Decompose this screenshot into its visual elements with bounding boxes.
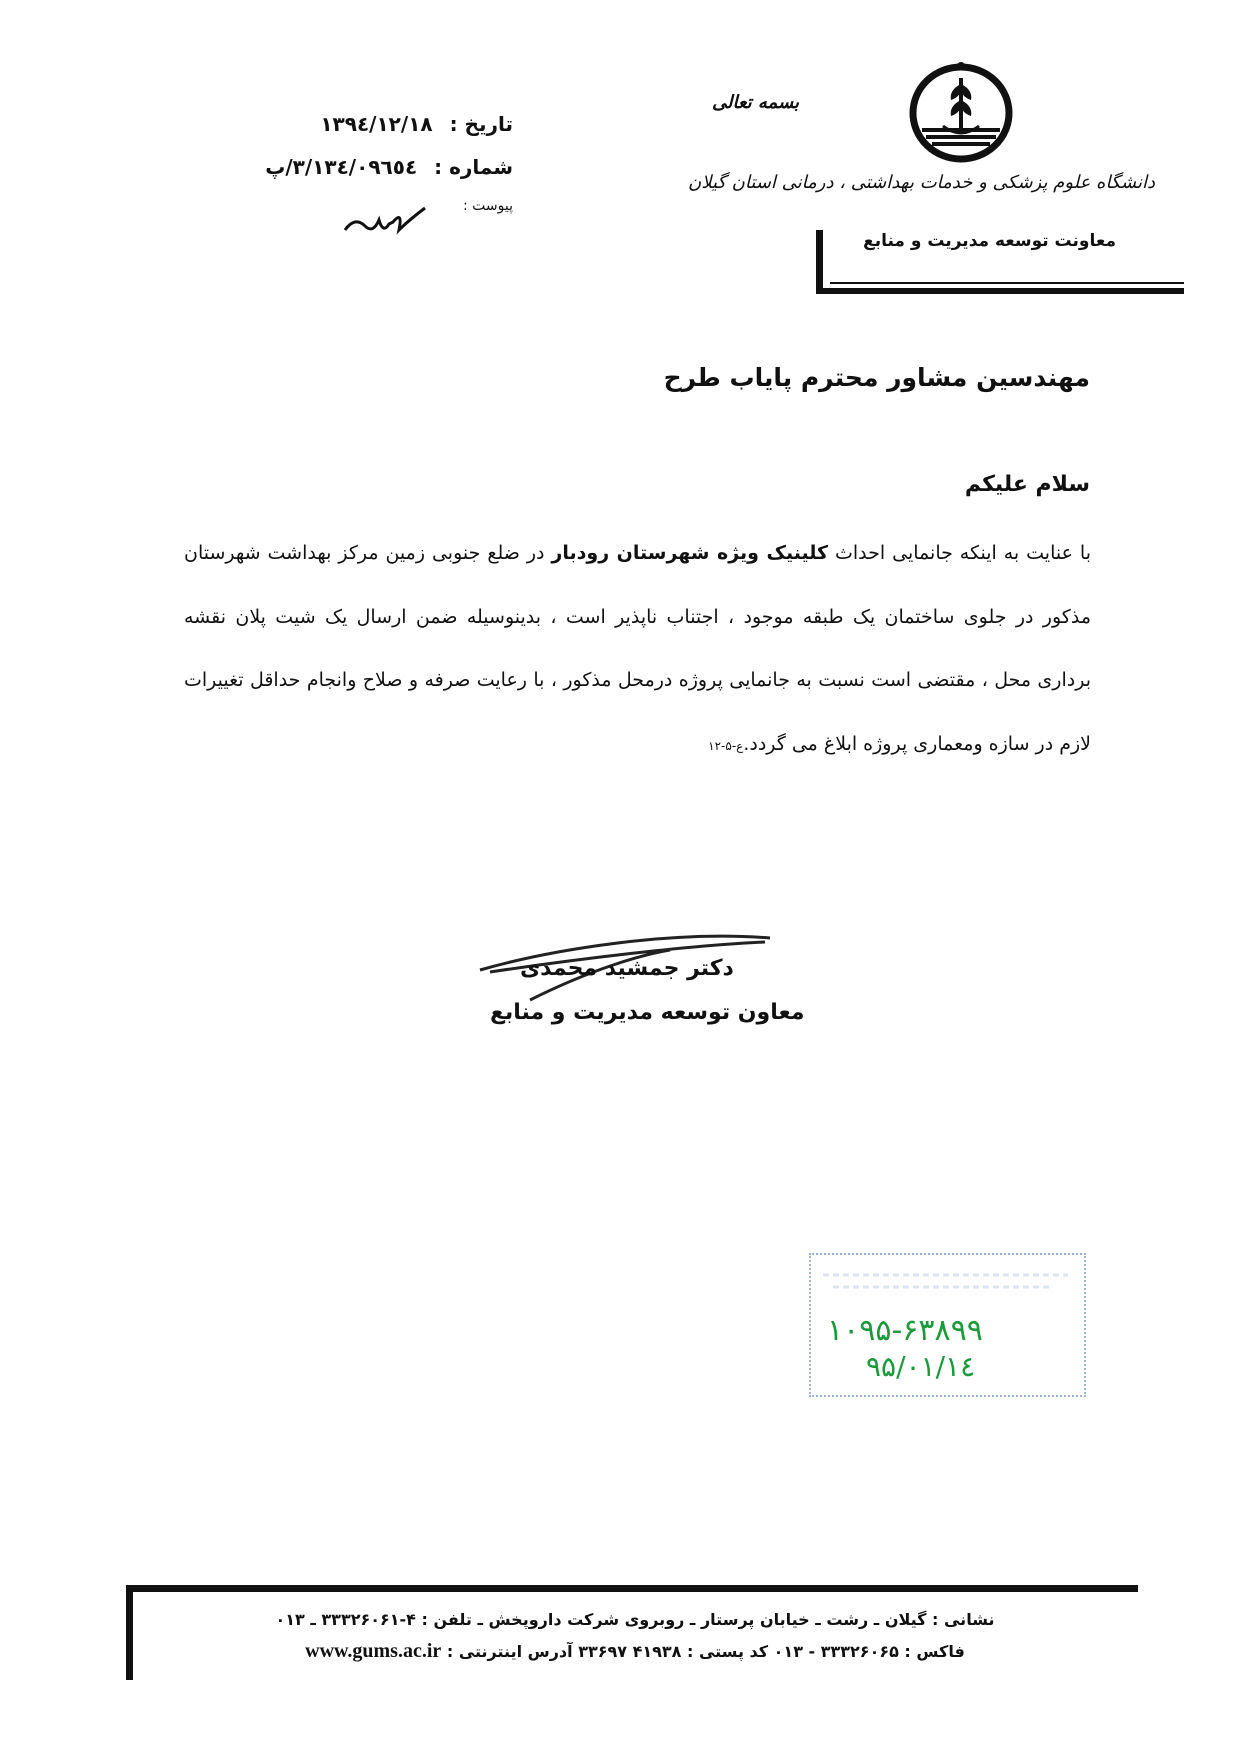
footer-address: نشانی : گیلان ـ رشت ـ خیابان پرستار ـ روبروی شرکت داروپخش ـ تلفن : ۴-۳۳۳۲۶۰۶۱ ـ ۰۱۳ (275, 1610, 995, 1629)
body-bold-clinic: کلینیک ویژه شهرستان رودبار (551, 542, 829, 564)
department-frame-horizontal (816, 288, 1184, 294)
number-value: ۳/۱۳٤/۰۹٦٥٤/پ (265, 155, 418, 179)
salutation: سلام علیکم (964, 472, 1090, 497)
bismillah-heading: بسمه تعالی (712, 92, 800, 113)
footer-left-border (126, 1585, 133, 1680)
number-row (265, 155, 513, 179)
department-frame-vertical (816, 230, 823, 294)
footer-contact (130, 1640, 1140, 1663)
initials-signature (340, 200, 430, 240)
number-label: شماره : (434, 155, 513, 179)
department-title: معاونت توسعه مدیریت و منابع (863, 231, 1116, 251)
date-label: تاریخ : (449, 112, 513, 136)
letter-body (184, 522, 1091, 779)
faint-stamp-print (823, 1265, 1068, 1295)
university-logo (908, 60, 1014, 166)
registration-stamp (809, 1253, 1086, 1397)
body-text-1: با عنایت به اینکه جانمایی احداث (828, 542, 1091, 564)
date-value: ۱۳۹٤/۱۲/۱۸ (320, 112, 433, 136)
footer-fax-postal: فاکس : ۳۳۳۲۶۰۶۵ - ۰۱۳ کد پستی : ۴۱۹۳۸ ۳۳۶۹۷ آدرس اینترنتی : (446, 1642, 965, 1661)
date-row (320, 112, 513, 136)
attachment-label: پیوست : (463, 198, 513, 214)
signatory-name: دکتر جمشید محمدی (520, 956, 734, 981)
signatory-role: معاون توسعه مدیریت و منابع (490, 1000, 805, 1025)
body-text-2: در ضلع جنوبی زمین مرکز بهداشت شهرستان مذکور در جلوی ساختمان یک طبقه موجود ، اجتناب ناپذیر است ، بدینوسیله ضمن ارسال یک شیت پلان نقشه برداری محل ، مقتضی است نسبت به جانمایی پروژه درمحل مذکور ، با رعایت صرفه و صلاح وانجام حداقل تغییرات لازم در سازه ومعماری پروژه ابلاغ می گردد. (184, 542, 1091, 756)
department-frame-thin-line (830, 282, 1184, 284)
stamp-date: ۹۵/۰۱/۱٤ (866, 1350, 976, 1383)
university-name: دانشگاه علوم پزشکی و خدمات بهداشتی ، درمانی استان گیلان (688, 172, 1155, 193)
recipient-title: مهندسین مشاور محترم پایاب طرح (663, 363, 1090, 392)
stamp-registration-number: ۱۰۹۵-۶۳۸۹۹ (827, 1313, 983, 1348)
reference-code: ع-۵-۱۲ (708, 739, 744, 754)
footer-top-border (126, 1585, 1138, 1592)
footer-website[interactable]: www.gums.ac.ir (305, 1640, 442, 1662)
